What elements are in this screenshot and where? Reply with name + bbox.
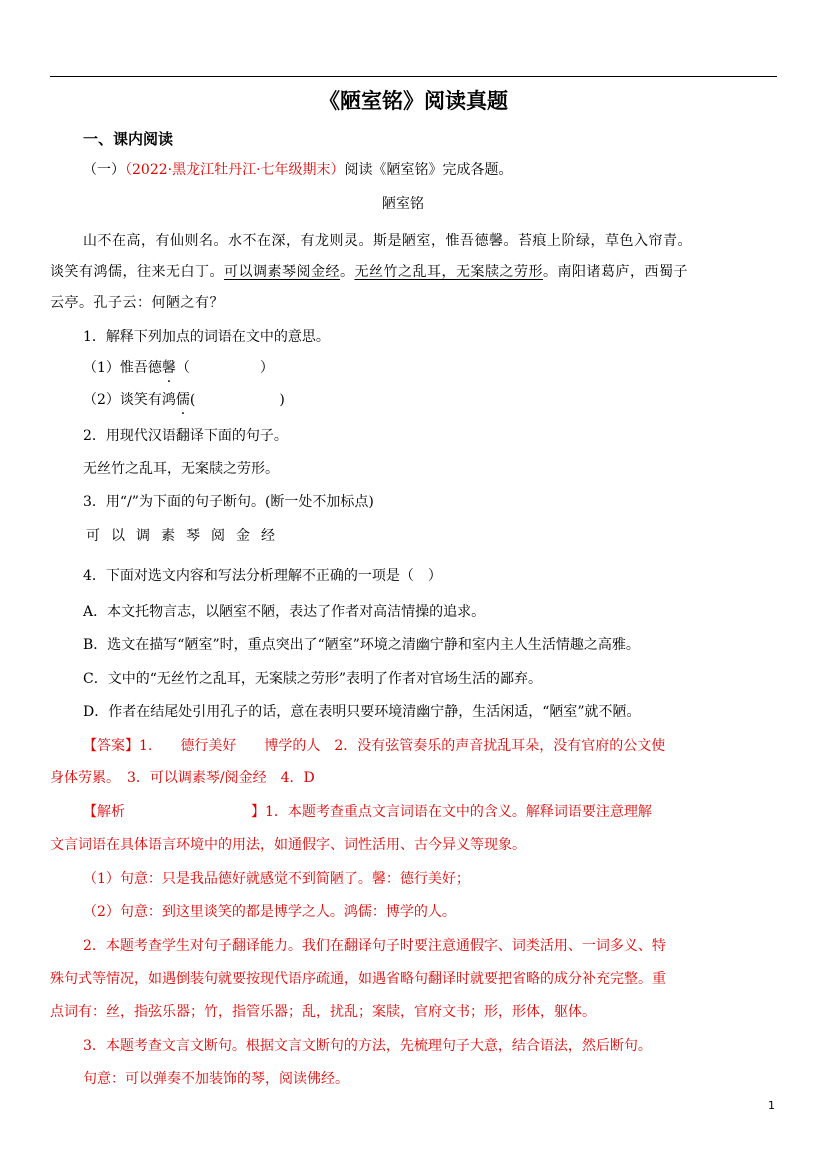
dotted-word-xin: 馨 bbox=[161, 360, 176, 376]
question-2-sentence: 无丝竹之乱耳，无案牍之劳形。 bbox=[83, 461, 279, 477]
analysis-line-3: （1）句意：只是我品德好就感觉不到简陋了。馨：德行美好； bbox=[83, 871, 470, 887]
question-1-2-text: （2）谈笑有鸿 bbox=[83, 392, 176, 408]
option-b: B．选文在描写“陋室”时，重点突出了“陋室”环境之清幽宁静和室内主人生活情趣之高雅。 bbox=[83, 637, 640, 653]
question-1: 1．解释下列加点的词语在文中的意思。 bbox=[83, 329, 330, 345]
answer-blank: ( ) bbox=[189, 392, 285, 408]
section-heading: 一、课内阅读 bbox=[83, 130, 174, 148]
analysis-line-4: （2）句意：到这里谈笑的都是博学之人。鸿儒：博学的人。 bbox=[83, 904, 456, 920]
analysis-line-6: 殊句式等情况，如遇倒装句就要按现代语序疏通，如遇省略句翻译时就要把省略的成分补充完整。重 bbox=[50, 971, 666, 987]
page-title: 《陋室铭》阅读真题 bbox=[319, 88, 508, 113]
analysis-line-5: 2．本题考查学生对句子翻译能力。我们在翻译句子时要注意通假字、词类活用、一词多义、特 bbox=[83, 938, 666, 954]
passage-line-3: 云亭。孔子云：何陋之有？ bbox=[50, 295, 224, 311]
analysis-line-9: 句意：可以弹奏不加装饰的琴，阅读佛经。 bbox=[83, 1071, 349, 1087]
underlined-sentence-1: 可以调素琴阅金经 bbox=[224, 264, 340, 280]
answer-line-2: 身体劳累。 3．可以调素琴/阅金经 4．D bbox=[50, 770, 315, 786]
passage-text: 。南阳诸葛庐，西蜀子 bbox=[543, 264, 688, 280]
analysis-label: 【解析 】 bbox=[83, 804, 265, 820]
passage-line-2 bbox=[50, 262, 688, 282]
question-1-2 bbox=[83, 390, 285, 410]
question-1-1-text: （1）惟吾德 bbox=[83, 360, 162, 376]
option-d: D．作者在结尾处引用孔子的话，意在表明只要环境清幽宁静，生活闲适，“陋室”就不陋。 bbox=[83, 704, 641, 720]
question-4: 4．下面对选文内容和写法分析理解不正确的一项是（ ） bbox=[83, 568, 442, 584]
answer-label: 【答案】 bbox=[83, 738, 139, 754]
header-rule bbox=[50, 76, 777, 77]
passage-text: 谈笑有鸿儒，往来无白丁。 bbox=[50, 264, 224, 280]
question-3-sentence: 可以调素琴阅金经 bbox=[86, 528, 286, 544]
passage-line-1: 山不在高，有仙则名。水不在深，有龙则灵。斯是陋室，惟吾德馨。苔痕上阶绿，草色入帘青。 bbox=[83, 233, 692, 249]
option-c: C．文中的“无丝竹之乱耳，无案牍之劳形”表明了作者对官场生活的鄙弃。 bbox=[83, 671, 543, 687]
question-3: 3．用“/”为下面的句子断句。(断一处不加标点) bbox=[83, 494, 374, 510]
passage-text: 。 bbox=[340, 264, 355, 280]
analysis-line-8: 3．本题考查文言文断句。根据文言文断句的方法，先梳理句子大意，结合语法，然后断句。 bbox=[83, 1038, 652, 1054]
answer-blank: （ ） bbox=[175, 360, 274, 376]
answer-text: 1. 德行美好 博学的人 2．没有弦管奏乐的声音扰乱耳朵，没有官府的公文使 bbox=[139, 738, 666, 754]
analysis-line-2: 文言词语在具体语言环境中的用法，如通假字、词性活用、古今异义等现象。 bbox=[50, 837, 526, 853]
option-a: A．本文托物言志，以陋室不陋，表达了作者对高洁情操的追求。 bbox=[83, 604, 486, 620]
question-instruction: 阅读《陋室铭》完成各题。 bbox=[344, 162, 513, 178]
underlined-sentence-2: 无丝竹之乱耳，无案牍之劳形 bbox=[354, 264, 543, 280]
question-1-1 bbox=[83, 358, 274, 378]
analysis-line-1 bbox=[83, 802, 652, 822]
page-number: 1 bbox=[768, 1099, 775, 1112]
question-source: （2022·黑龙江牡丹江·七年级期末） bbox=[125, 162, 345, 178]
question-intro bbox=[83, 160, 513, 180]
question-number: （一） bbox=[83, 162, 125, 178]
question-2: 2．用现代汉语翻译下面的句子。 bbox=[83, 428, 288, 444]
passage-title: 陋室铭 bbox=[382, 196, 424, 212]
analysis-line-7: 点词有：丝，指弦乐器；竹，指管乐器；乱，扰乱；案牍，官府文书；形，形体，躯体。 bbox=[50, 1004, 596, 1020]
dotted-word-ru: 儒 bbox=[175, 392, 190, 408]
analysis-text: 1．本题考查重点文言词语在文中的含义。解释词语要注意理解 bbox=[265, 804, 652, 820]
answer-line-1 bbox=[83, 736, 665, 756]
